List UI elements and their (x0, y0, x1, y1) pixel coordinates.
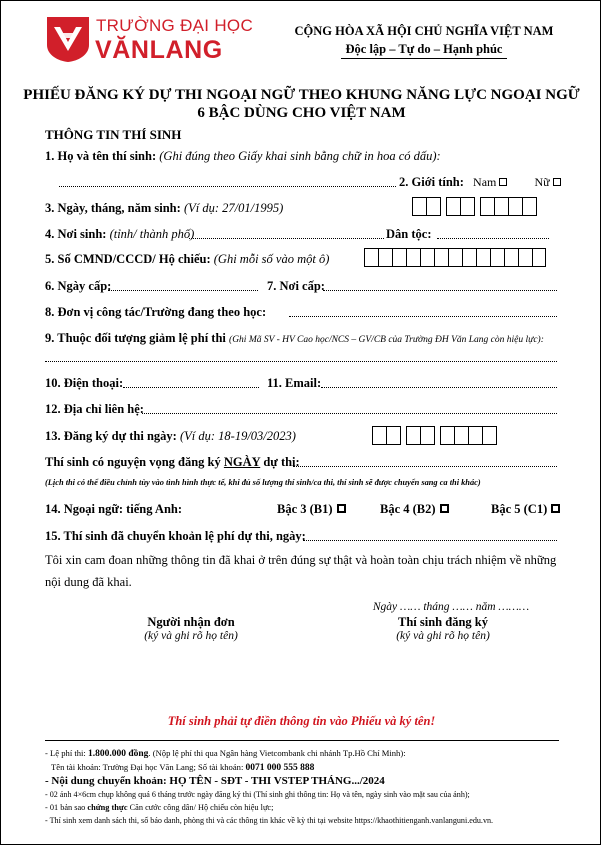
wish-label-pre: Thí sinh có nguyện vọng đăng ký (45, 455, 221, 469)
form-title-line2: 6 BẬC DÙNG CHO VIỆT NAM (197, 105, 406, 121)
field-5-hint: (Ghi mỗi số vào một ô) (213, 252, 330, 266)
field-1-row (45, 149, 441, 164)
gender-male-label: Nam (473, 175, 497, 189)
level-b2-option[interactable] (380, 502, 449, 517)
workplace-input[interactable] (289, 316, 557, 317)
field-2-label: 2. Giới tính: (399, 175, 464, 189)
candidate-subtitle: (ký và ghi rõ họ tên) (396, 630, 490, 642)
fee-bank-note: . (Nộp lệ phí thi qua Ngân hàng Vietcombank chi nhánh Tp.Hồ Chí Minh): (148, 748, 406, 758)
section-heading: THÔNG TIN THÍ SINH (45, 127, 182, 142)
field-13-hint: (Ví dụ: 18-19/03/2023) (179, 429, 296, 443)
copy-certified: chứng thực (87, 803, 128, 812)
field-9-row (45, 331, 544, 346)
account-line (51, 762, 314, 773)
level-b2-checkbox[interactable] (440, 504, 449, 513)
gender-female-label: Nữ (534, 175, 550, 189)
field-15-label: 15. Thí sinh đã chuyển khoản lệ phí dự thi, ngày: (45, 529, 306, 543)
field-9-label: 9. Thuộc đối tượng giảm lệ phí thi (45, 331, 226, 345)
fee-label: - Lệ phí thi: (45, 748, 86, 758)
issue-place-input[interactable] (323, 290, 557, 291)
exam-day-wish-row (45, 455, 300, 470)
level-b1-label: Bậc 3 (B1) (277, 502, 333, 516)
photo-requirement: - 02 ảnh 4×6cm chụp không quá 6 tháng trước ngày đăng ký thi (Thí sinh ghi thông tin: Họ và tên, ngày sinh vào mặt sau của ảnh); (45, 790, 470, 799)
field-4-label: 4. Nơi sinh: (45, 227, 107, 241)
field-3-row (45, 201, 283, 216)
country-header: CỘNG HÒA XÃ HỘI CHỦ NGHĨA VIỆT NAM (294, 24, 554, 38)
field-4-row (45, 227, 194, 242)
footer-divider (45, 740, 559, 741)
field-4-hint: (tỉnh/ thành phố) (109, 227, 195, 241)
fee-line (45, 748, 406, 759)
ethnic-label: Dân tộc: (386, 227, 432, 241)
commitment-line1: Tôi xin cam đoan những thông tin đã khai ở trên đúng sự thật và hoàn toàn chịu trách nhiệm về những (45, 553, 557, 567)
copy-doc: Căn cước công dân/ Hộ chiếu còn hiệu lực; (129, 803, 274, 812)
field-5-row (45, 252, 329, 267)
field-8-label: 8. Đơn vị công tác/Trường đang theo học: (45, 305, 267, 319)
field-10-label: 10. Điện thoại: (45, 376, 124, 390)
fill-notice: Thí sinh phải tự điền thông tin vào Phiếu và ký tên! (167, 714, 436, 728)
wish-label-post: dự thi: (263, 455, 300, 469)
receiver-title: Người nhận đơn (147, 615, 235, 629)
fee-reduction-input[interactable] (45, 361, 557, 362)
field-1-hint: (Ghi đúng theo Giấy khai sinh bằng chữ in hoa có dấu): (159, 149, 441, 163)
sign-date-line: Ngày …… tháng …… năm ……… (372, 601, 530, 613)
form-title-line1: PHIẾU ĐĂNG KÝ DỰ THI NGOẠI NGỮ THEO KHUNG NĂNG LỰC NGOẠI NGỮ (23, 87, 580, 103)
ethnic-input[interactable] (437, 238, 549, 239)
transfer-content-line: - Nội dung chuyển khoản: HỌ TÊN - SĐT - THI VSTEP THÁNG.../2024 (45, 775, 385, 787)
exam-date-boxes[interactable] (372, 426, 496, 445)
receiver-subtitle: (ký và ghi rõ họ tên) (144, 630, 238, 642)
birthdate-boxes[interactable] (412, 197, 536, 216)
field-3-label: 3. Ngày, tháng, năm sinh: (45, 201, 181, 215)
school-name-line2: VĂNLANG (95, 36, 223, 64)
phone-input[interactable] (123, 387, 259, 388)
copy-label: - 01 bản sao (45, 803, 86, 812)
field-2-row (399, 175, 561, 190)
field-13-row (45, 429, 296, 444)
issue-date-input[interactable] (108, 290, 258, 291)
field-12-label: 12. Địa chỉ liên hệ: (45, 402, 144, 416)
transfer-date-input[interactable] (303, 540, 557, 541)
field-14-label: 14. Ngoại ngữ: tiếng Anh: (45, 502, 183, 516)
field-7-label: 7. Nơi cấp: (267, 279, 325, 293)
gender-male-checkbox[interactable] (499, 178, 507, 186)
motto: Độc lập – Tự do – Hạnh phúc (345, 42, 503, 56)
website-note: - Thí sinh xem danh sách thi, số báo danh, phòng thi và các thông tin khác về kỳ thi tại website https://khaothitienganh.vanlanguni.edu.vn. (45, 816, 494, 825)
van-lang-logo-icon (45, 15, 91, 63)
level-b1-option[interactable] (277, 502, 346, 517)
field-9-hint: (Ghi Mã SV - HV Cao học/NCS – GV/CB của Trường ĐH Văn Lang còn hiệu lực): (229, 335, 544, 345)
commitment-line2: nội dung đã khai. (45, 575, 132, 589)
field-13-label: 13. Đăng ký dự thi ngày: (45, 429, 177, 443)
birthplace-input[interactable] (189, 238, 384, 239)
id-number-boxes[interactable] (364, 248, 545, 267)
level-b2-label: Bậc 4 (B2) (380, 502, 436, 516)
motto-underline (341, 58, 507, 59)
wish-label-underlined: NGÀY (223, 455, 261, 469)
field-5-label: 5. Số CMND/CCCD/ Hộ chiếu: (45, 252, 211, 266)
address-input[interactable] (142, 413, 557, 414)
exam-day-wish-input[interactable] (293, 466, 557, 467)
school-name-line1: TRƯỜNG ĐẠI HỌC (96, 16, 254, 35)
field-6-label: 6. Ngày cấp: (45, 279, 112, 293)
gender-female-checkbox[interactable] (553, 178, 561, 186)
full-name-input[interactable] (59, 186, 396, 187)
level-c1-option[interactable] (491, 502, 560, 517)
schedule-note: (Lịch thi có thể điều chỉnh tùy vào tình hình thực tế, khi đủ số lượng thí sinh/ca thi, thí sinh sẽ được chuyển sang ca thi khác) (45, 478, 481, 487)
account-number: 0071 000 555 888 (245, 763, 315, 773)
candidate-title: Thí sinh đăng ký (398, 615, 488, 629)
level-c1-label: Bậc 5 (C1) (491, 502, 548, 516)
fee-amount: 1.800.000 đồng (87, 749, 149, 759)
account-name: Tên tài khoản: Trường Đại học Văn Lang; Số tài khoản: (51, 762, 244, 772)
copy-requirement (45, 803, 273, 812)
email-input[interactable] (321, 387, 557, 388)
field-11-label: 11. Email: (267, 376, 322, 390)
level-c1-checkbox[interactable] (551, 504, 560, 513)
field-3-hint: (Ví dụ: 27/01/1995) (183, 201, 284, 215)
field-1-label: 1. Họ và tên thí sinh: (45, 149, 157, 163)
level-b1-checkbox[interactable] (337, 504, 346, 513)
